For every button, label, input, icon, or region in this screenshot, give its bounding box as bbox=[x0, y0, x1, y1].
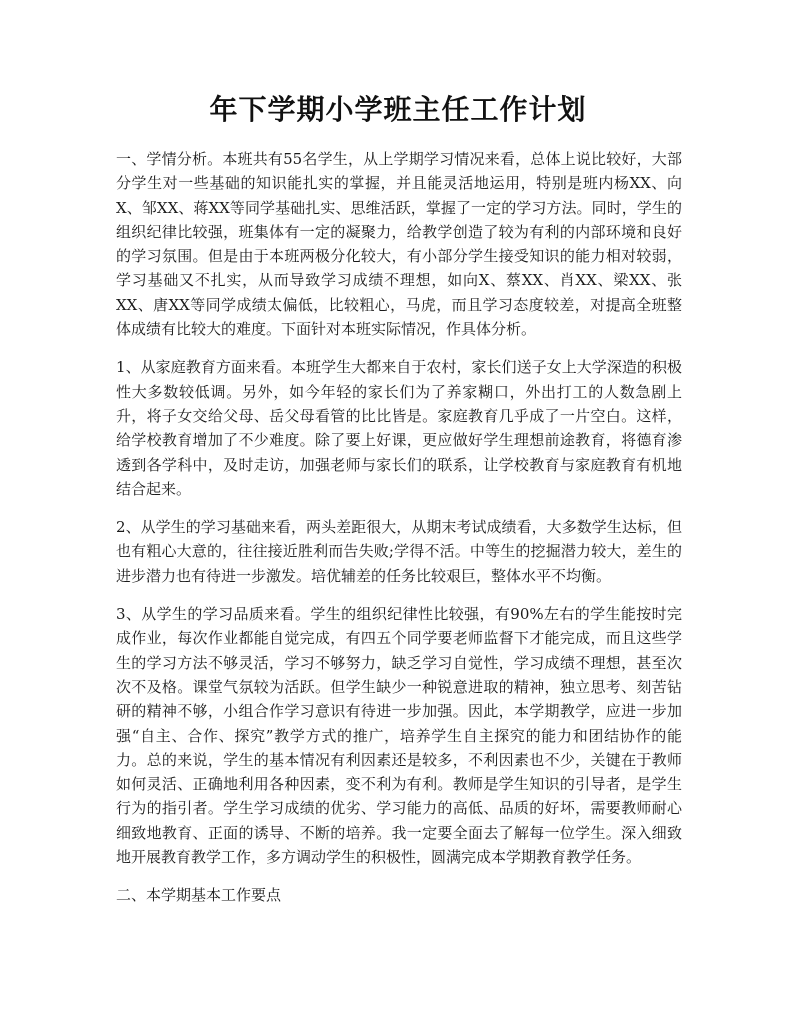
paragraph-situation-analysis: 一、学情分析。本班共有55名学生，从上学期学习情况来看，总体上说比较好，大部分学生对一些基础的知识能扎实的掌握，并且能灵活地运用，特别是班内杨XX、向X、邹XX、蒋XX等同学基础扎实、思维活跃，掌握了一定的学习方法。同时，学生的组织纪律比较强，班集体有一定的凝聚力，给教学创造了较为有利的内部环境和良好的学习氛围。但是由于本班两极分化较大，有小部分学生接受知识的能力相对较弱，学习基础又不扎实，从而导致学习成绩不理想，如向X、蔡XX、肖XX、梁XX、张XX、唐XX等同学成绩太偏低，比较粗心，马虎，而且学习态度较差，对提高全班整体成绩有比较大的难度。下面针对本班实际情况，作具体分析。 bbox=[116, 150, 682, 339]
paragraph-learning-quality: 3、从学生的学习品质来看。学生的组织纪律性比较强，有90%左右的学生能按时完成作业，每次作业都能自觉完成，有四五个同学要老师监督下才能完成，而且这些学生的学习方法不够灵活，学习不够努力，缺乏学习自觉性，学习成绩不理想，甚至次次不及格。课堂气氛较为活跃。但学生缺少一种锐意进取的精神，独立思考、刻苦钻研的精神不够，小组合作学习意识有待进一步加强。因此，本学期教学，应进一步加强“自主、合作、探究”教学方式的推广，培养学生自主探究的能力和团结协作的能力。总的来说，学生的基本情况有利因素还是较多，不利因素也不少，关键在于教师如何灵活、正确地利用各种因素，变不利为有利。教师是学生知识的引导者，是学生行为的指引者。学生学习成绩的优劣、学习能力的高低、品质的好坏，需要教师耐心细致地教育、正面的诱导、不断的培养。我一定要全面去了解每一位学生。深入细致地开展教育教学工作，多方调动学生的积极性，圆满完成本学期教育教学任务。 bbox=[116, 605, 682, 867]
paragraph-family-education: 1、从家庭教育方面来看。本班学生大都来自于农村，家长们送子女上大学深造的积极性大多数较低调。另外，如今年轻的家长们为了养家糊口，外出打工的人数急剧上升，将子女交给父母、岳父母看管的比比皆是。家庭教育几乎成了一片空白。这样，给学校教育增加了不少难度。除了要上好课，更应做好学生理想前途教育，将德育渗透到各学科中，及时走访，加强老师与家长们的联系，让学校教育与家庭教育有机地结合起来。 bbox=[116, 358, 682, 498]
document-body bbox=[116, 147, 682, 922]
paragraph-learning-foundation: 2、从学生的学习基础来看，两头差距很大，从期末考试成绩看，大多数学生达标，但也有粗心大意的，往往接近胜利而告失败;学得不活。中等生的挖掘潜力较大，差生的进步潜力也有待进一步激发。培优辅差的任务比较艰巨，整体水平不均衡。 bbox=[116, 518, 682, 585]
document-title: 年下学期小学班主任工作计划 bbox=[209, 93, 587, 126]
section-heading-work-points: 二、本学期基本工作要点 bbox=[116, 886, 282, 905]
